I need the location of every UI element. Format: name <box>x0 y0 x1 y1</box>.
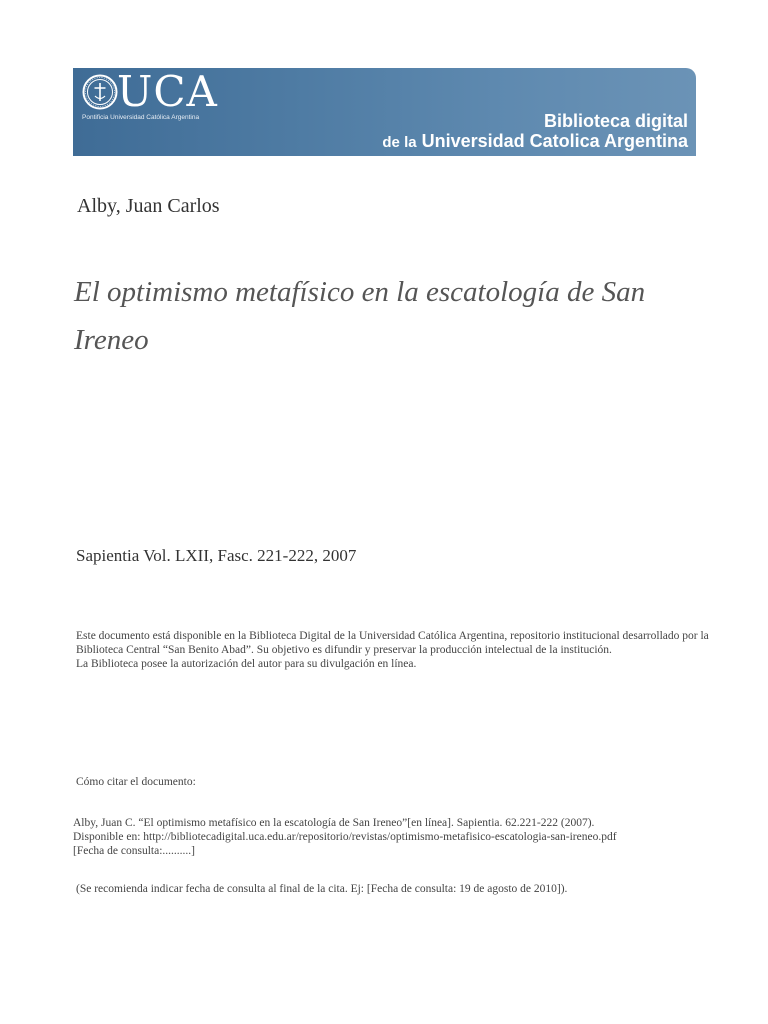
citation-url-line[interactable]: Disponible en: http://bibliotecadigital.uca.edu.ar/repositorio/revistas/optimismo-metafisico-escatologia-san-ireneo.pdf <box>73 831 617 843</box>
notice-paragraph: Este documento está disponible en la Biblioteca Digital de la Universidad Católica Argentina, repositorio institucional desarrollado por la Biblioteca Central “San Benito Abad”. Su objetivo es difundir y preservar la producción intelectual de la institución. <box>76 630 709 656</box>
publication-source: Sapientia Vol. LXII, Fasc. 221-222, 2007 <box>76 546 357 565</box>
library-title-line2 <box>382 131 688 153</box>
document-title: El optimismo metafísico en la escatología de San Ireneo <box>74 276 646 356</box>
author-name: Alby, Juan Carlos <box>77 195 220 217</box>
notice-paragraph: La Biblioteca posee la autorización del autor para su divulgación en línea. <box>76 658 417 670</box>
university-name: Pontificia Universidad Católica Argentina <box>82 114 200 121</box>
library-title-line1: Biblioteca digital <box>543 111 688 131</box>
citation-recommendation: (Se recomienda indicar fecha de consulta al final de la cita. Ej: [Fecha de consulta: 19 de agosto de 2010]). <box>76 883 568 895</box>
citation-heading: Cómo citar el documento: <box>76 776 196 788</box>
availability-notice <box>76 629 726 671</box>
citation-line: Alby, Juan C. “El optimismo metafísico en la escatología de San Ireneo”[en línea]. Sapientia. 62.221-222 (2007). <box>73 817 595 829</box>
library-title-prefix: de la <box>382 134 417 151</box>
header-banner <box>73 68 696 156</box>
citation-block <box>73 816 733 858</box>
citation-line: [Fecha de consulta:..........] <box>73 845 195 857</box>
logo-text: UCA <box>117 68 218 116</box>
university-seal-icon <box>82 74 118 110</box>
library-title-main: Universidad Catolica Argentina <box>421 131 688 151</box>
